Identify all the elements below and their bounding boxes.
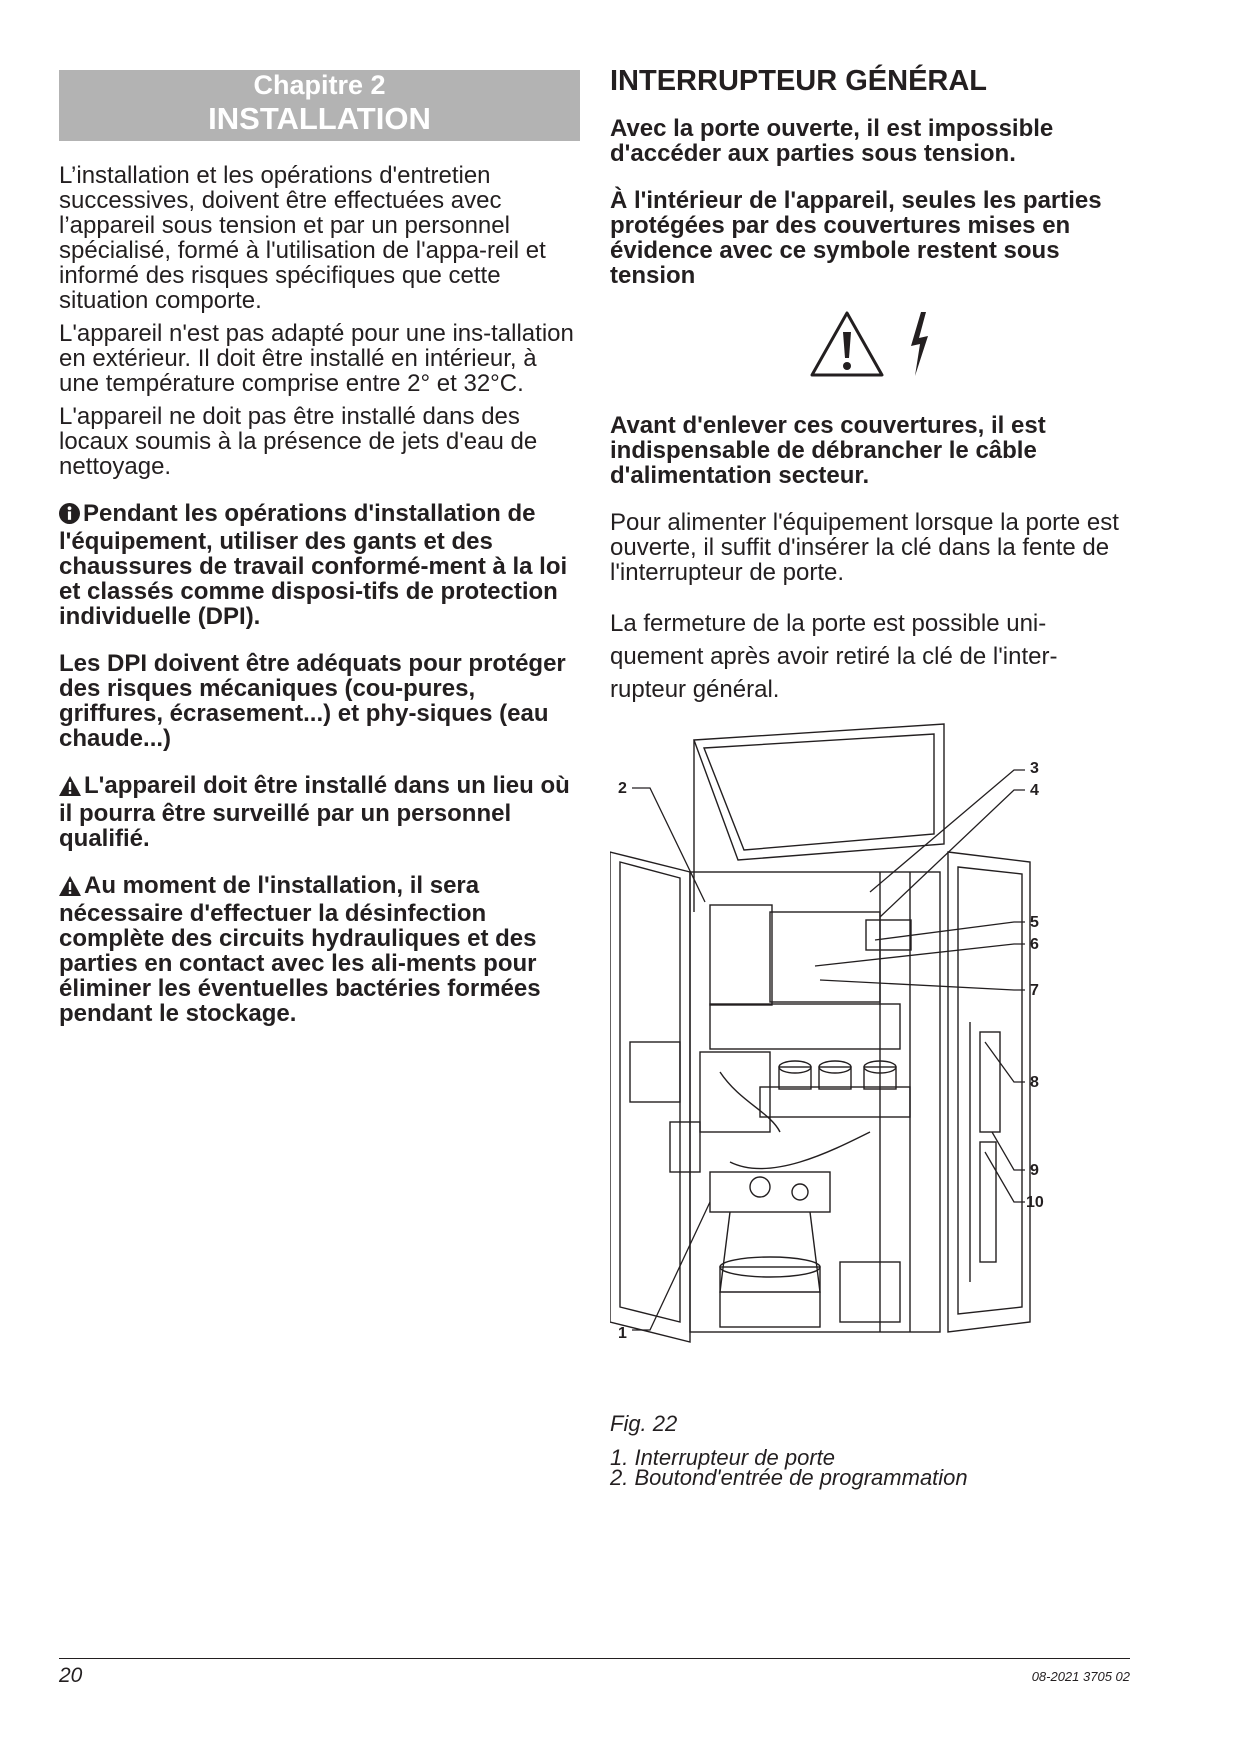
callout-10: 10 [1026,1194,1044,1211]
chapter-title: INSTALLATION [208,101,431,136]
paragraph-power-key: Pour alimenter l'équipement lorsque la porte est ouverte, il suffit d'insérer la clé dans la fente de l'interrupteur de porte. [610,509,1119,586]
right-column [610,64,1130,1488]
callout-4: 4 [1030,782,1039,799]
protected-parts-notice: À l'intérieur de l'appareil, seules les parties protégées par des couvertures mises en évidence avec ce symbole restent sous tension [610,187,1102,289]
warning-supervision-text: L'appareil doit être installé dans un lieu où il pourra être surveillé par un personnel qualifié. [59,772,570,852]
figure-legend-1: 1. Interrupteur de porte [610,1445,836,1470]
warning-supervision-paragraph [59,773,580,851]
callout-2: 2 [618,780,627,797]
section-title: INTERRUPTEUR GÉNÉRAL [610,65,988,97]
warning-icon [59,776,81,801]
callout-9: 9 [1030,1162,1039,1179]
info-ppe-text: Pendant les opérations d'installation de l'équipement, utiliser des gants et des chaussures de travail conformé-ment à la loi et classés comme disposi-tifs de protection individuelle (DPI). [59,500,568,630]
figure-machine-interior [610,722,1130,1412]
figure-legend-2: 2. Boutond'entrée de programmation [610,1465,968,1490]
paragraph-door-closing: La fermeture de la porte est possible uni-quement après avoir retiré la clé de l'inter-rupteur général. [610,610,1058,703]
paragraph-water-jets: L'appareil ne doit pas être installé dans des locaux soumis à la présence de jets d'eau de nettoyage. [59,403,538,480]
unplug-notice: Avant d'enlever ces couvertures, il est indispensable de débrancher le câble d'alimentation secteur. [610,412,1046,489]
voltage-symbols [610,310,1130,383]
door-open-notice: Avec la porte ouverte, il est impossible d'accéder aux parties sous tension. [610,115,1054,167]
info-ppe-paragraph [59,501,580,629]
callout-1: 1 [618,1325,627,1342]
warning-disinfection-text: Au moment de l'installation, il sera nécessaire d'effectuer la désinfection complète des circuits hydrauliques et des parties en contact avec les ali-ments pour éliminer les éventuelles bactéries formées pendant le stockage. [59,872,541,1027]
chapter-header [59,70,580,141]
warning-icon [59,876,81,901]
ppe-risks-paragraph: Les DPI doivent être adéquats pour protéger des risques mécaniques (cou-pures, griffures, écrasement...) et phy-siques (eau chaude...) [59,650,566,752]
figure-caption: Fig. 22 [610,1411,678,1436]
callout-6: 6 [1030,936,1039,953]
footer-divider [59,1658,1130,1659]
callout-5: 5 [1030,914,1039,931]
callout-8: 8 [1030,1074,1039,1091]
document-code: 08-2021 3705 02 [1031,1669,1130,1684]
paragraph-outdoor: L'appareil n'est pas adapté pour une ins-tallation en extérieur. Il doit être installé en intérieur, à une température comprise entre 2° et 32°C. [59,320,574,397]
left-column [59,70,580,1026]
high-voltage-icon [907,310,931,383]
machine-drawing [610,722,1130,1412]
danger-warning-icon [809,310,885,383]
page-number: 20 [59,1664,83,1687]
callout-3: 3 [1030,760,1039,777]
paragraph-installation: L’installation et les opérations d'entretien successives, doivent être effectuées avec l’appareil sous tension et par un personnel spécialisé, formé à l'utilisation de l'appa-reil et informé des risques spécifiques que cette situation comporte. [59,162,546,314]
callout-7: 7 [1030,982,1039,999]
warning-disinfection-paragraph [59,873,580,1026]
chapter-number: Chapitre 2 [253,70,386,100]
info-icon [59,503,80,529]
